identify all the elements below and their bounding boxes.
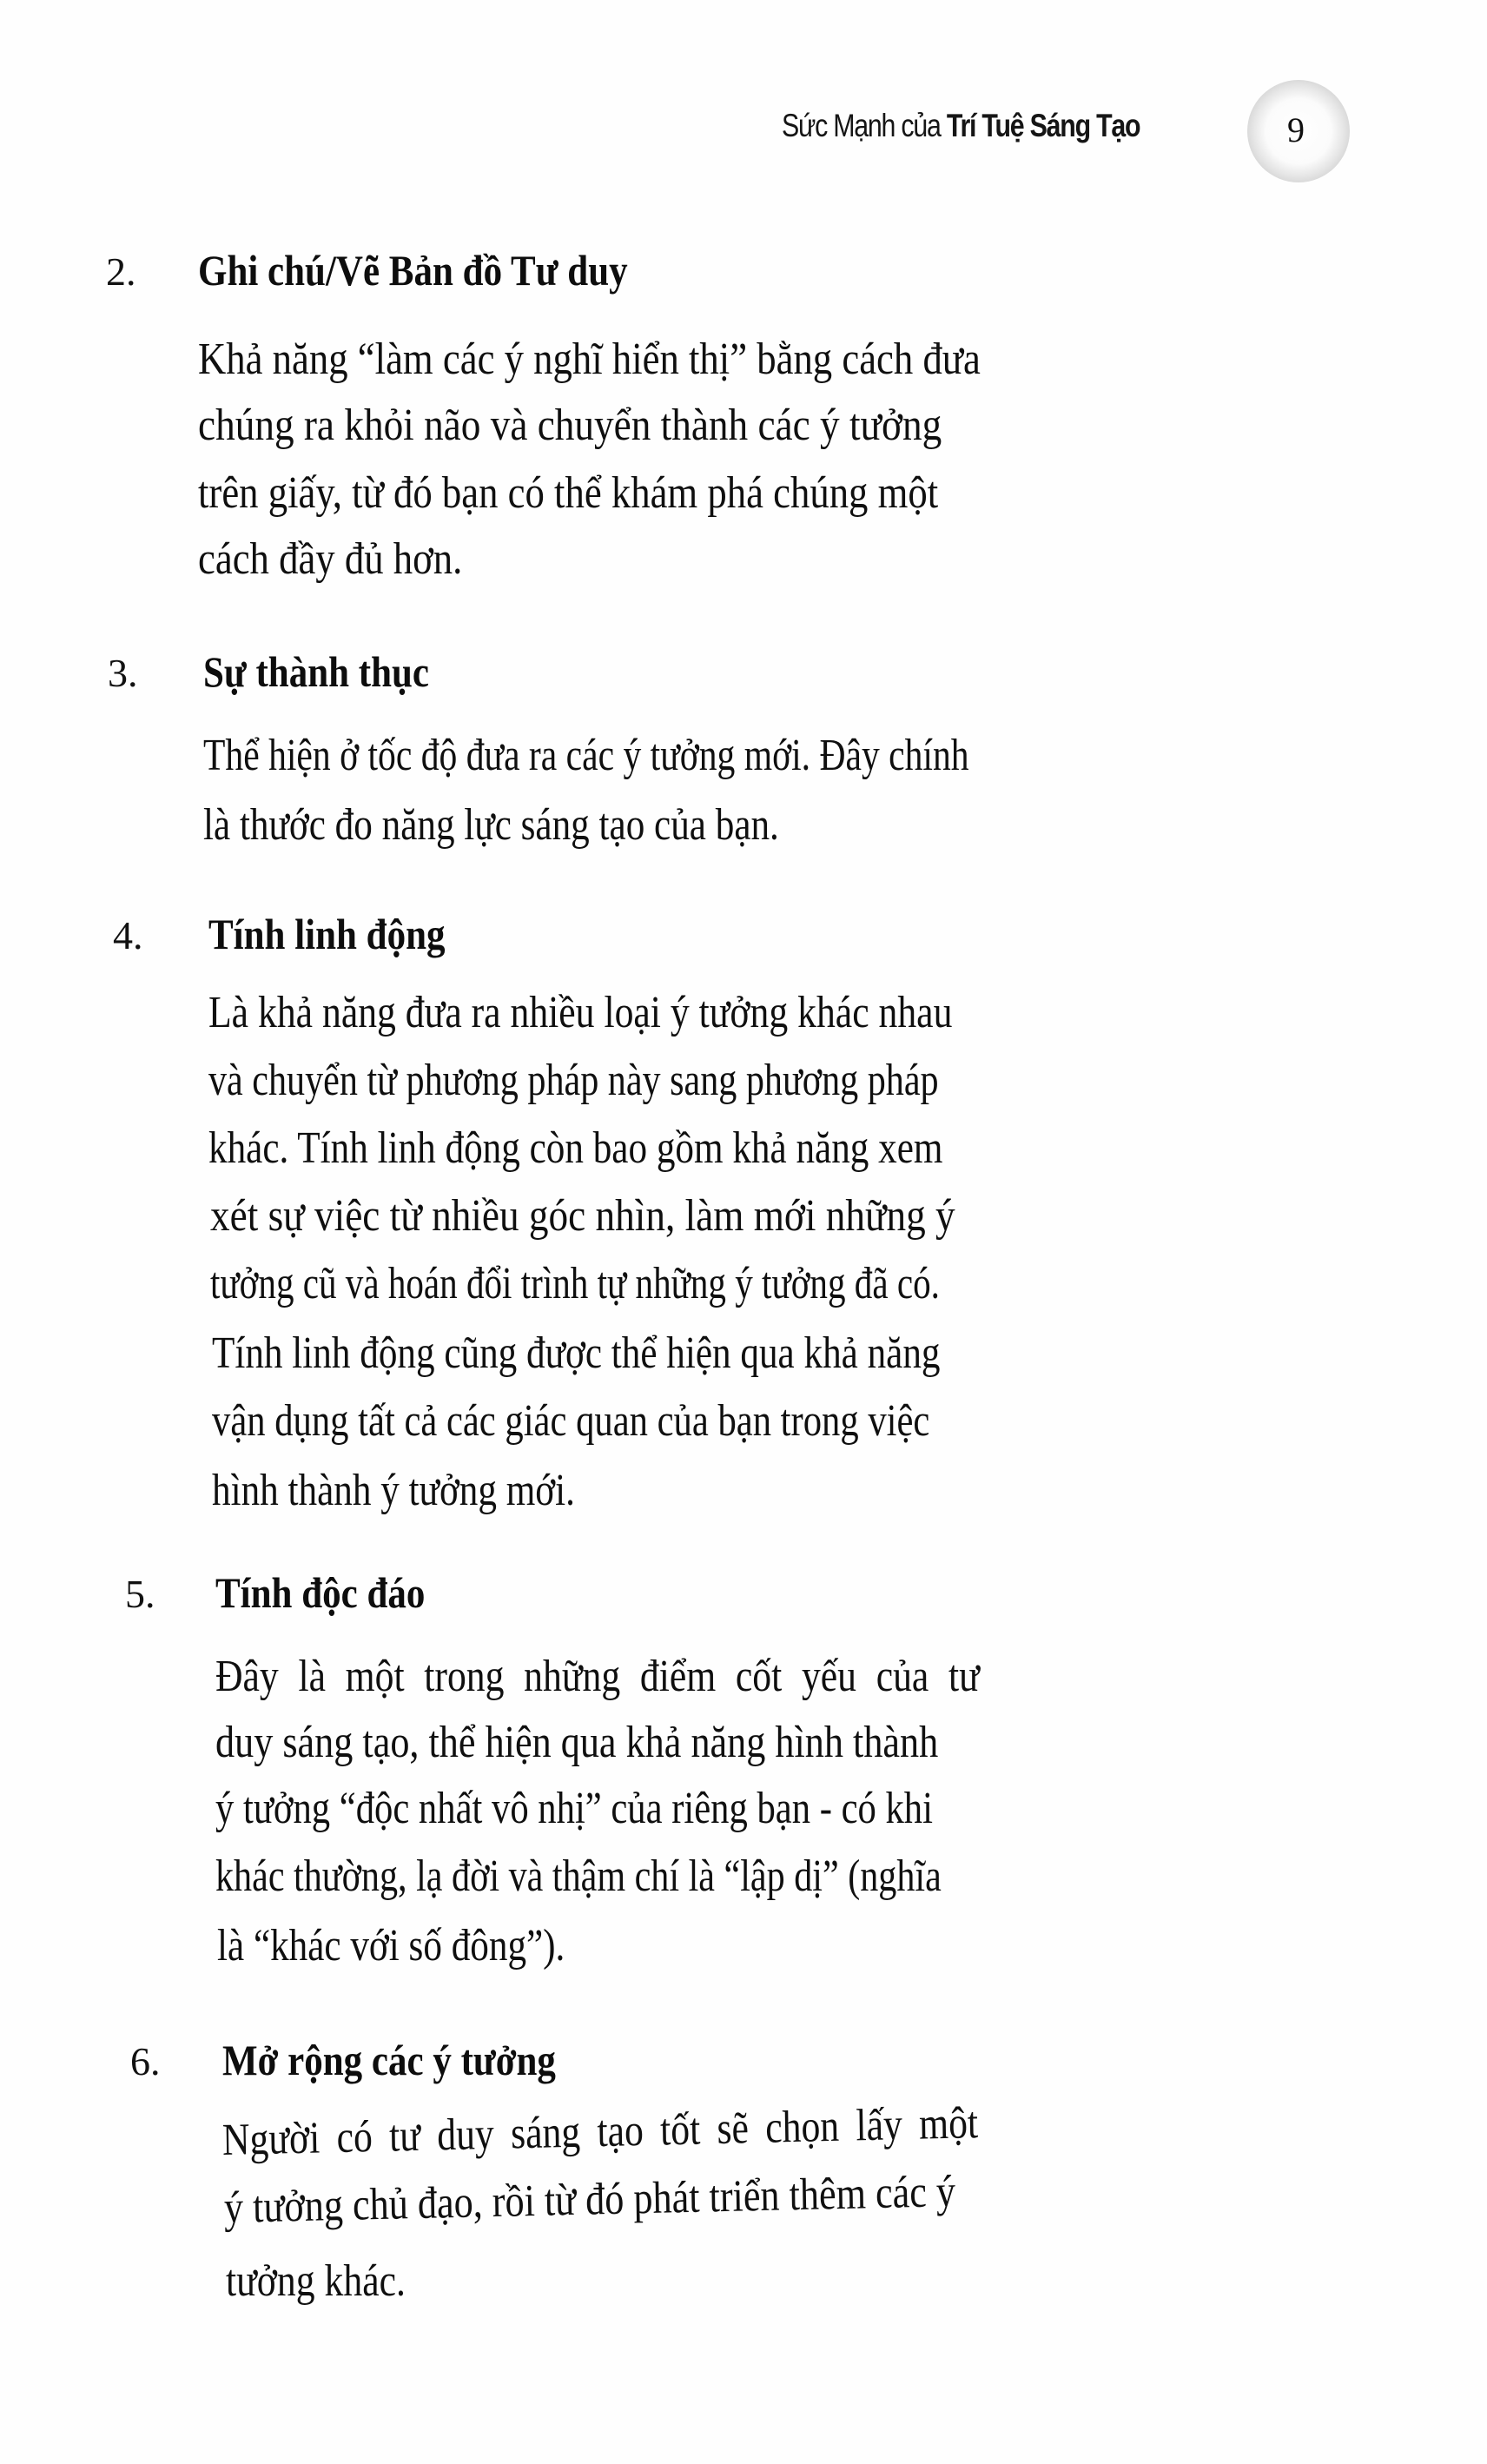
item-text-line: tưởng khác. xyxy=(226,2256,406,2306)
item-title: Sự thành thục xyxy=(203,647,430,696)
item-text-line: là “khác với số đông”). xyxy=(217,1921,565,1971)
item-number: 5. xyxy=(125,1572,155,1616)
item-title: Tính độc đáo xyxy=(215,1568,426,1617)
page-number-badge xyxy=(1247,80,1350,182)
item-text-line: Khả năng “làm các ý nghĩ hiển thị” bằng cách đưa xyxy=(198,334,981,384)
item-text-line: cách đầy đủ hơn. xyxy=(198,534,463,584)
item-title: Tính linh động xyxy=(208,910,446,958)
item-text-line: ý tưởng “độc nhất vô nhị” của riêng bạn - có khi xyxy=(215,1784,933,1833)
item-text-line: Là khả năng đưa ra nhiều loại ý tưởng khác nhau xyxy=(208,988,953,1037)
item-number: 3. xyxy=(108,651,138,695)
page-number: 9 xyxy=(1287,109,1305,149)
item-text-line: xét sự việc từ nhiều góc nhìn, làm mới những ý xyxy=(210,1191,955,1241)
item-text-line: trên giấy, từ đó bạn có thể khám phá chúng một xyxy=(198,468,939,518)
running-title-light: Sức Mạnh của xyxy=(782,108,947,143)
running-title-bold: Trí Tuệ Sáng Tạo xyxy=(946,108,1140,143)
item-text-line: khác thường, lạ đời và thậm chí là “lập dị” (nghĩa xyxy=(215,1851,942,1901)
item-number: 4. xyxy=(113,913,143,957)
running-header xyxy=(782,108,1140,160)
item-text-line: chúng ra khỏi não và chuyển thành các ý tưởng xyxy=(198,401,942,450)
item-text-line: và chuyển từ phương pháp này sang phương pháp xyxy=(208,1056,939,1105)
item-text-line: duy sáng tạo, thể hiện qua khả năng hình thành xyxy=(215,1718,939,1767)
item-text-line: vận dụng tất cả các giác quan của bạn trong việc xyxy=(212,1396,930,1446)
item-text-line: là thước đo năng lực sáng tạo của bạn. xyxy=(203,800,779,850)
item-text-line: tưởng cũ và hoán đổi trình tự những ý tưởng đã có. xyxy=(210,1259,940,1308)
item-text-line: khác. Tính linh động còn bao gồm khả năng xem xyxy=(208,1123,943,1173)
item-text-line: ý tưởng chủ đạo, rồi từ đó phát triển thêm các ý xyxy=(223,2166,956,2233)
item-title: Mở rộng các ý tưởng xyxy=(222,2036,556,2084)
item-text-line: Người có tư duy sáng tạo tốt sẽ chọn lấy một xyxy=(221,2098,979,2165)
item-text-line: Đây là một trong những điểm cốt yếu của tư xyxy=(215,1652,980,1701)
item-text-line: Tính linh động cũng được thể hiện qua khả năng xyxy=(212,1328,941,1378)
item-number: 2. xyxy=(106,249,136,294)
item-text-line: hình thành ý tưởng mới. xyxy=(212,1466,575,1515)
item-text-line: Thể hiện ở tốc độ đưa ra các ý tưởng mới. Đây chính xyxy=(203,731,969,780)
item-title: Ghi chú/Vẽ Bản đồ Tư duy xyxy=(198,246,628,295)
item-number: 6. xyxy=(130,2039,161,2083)
